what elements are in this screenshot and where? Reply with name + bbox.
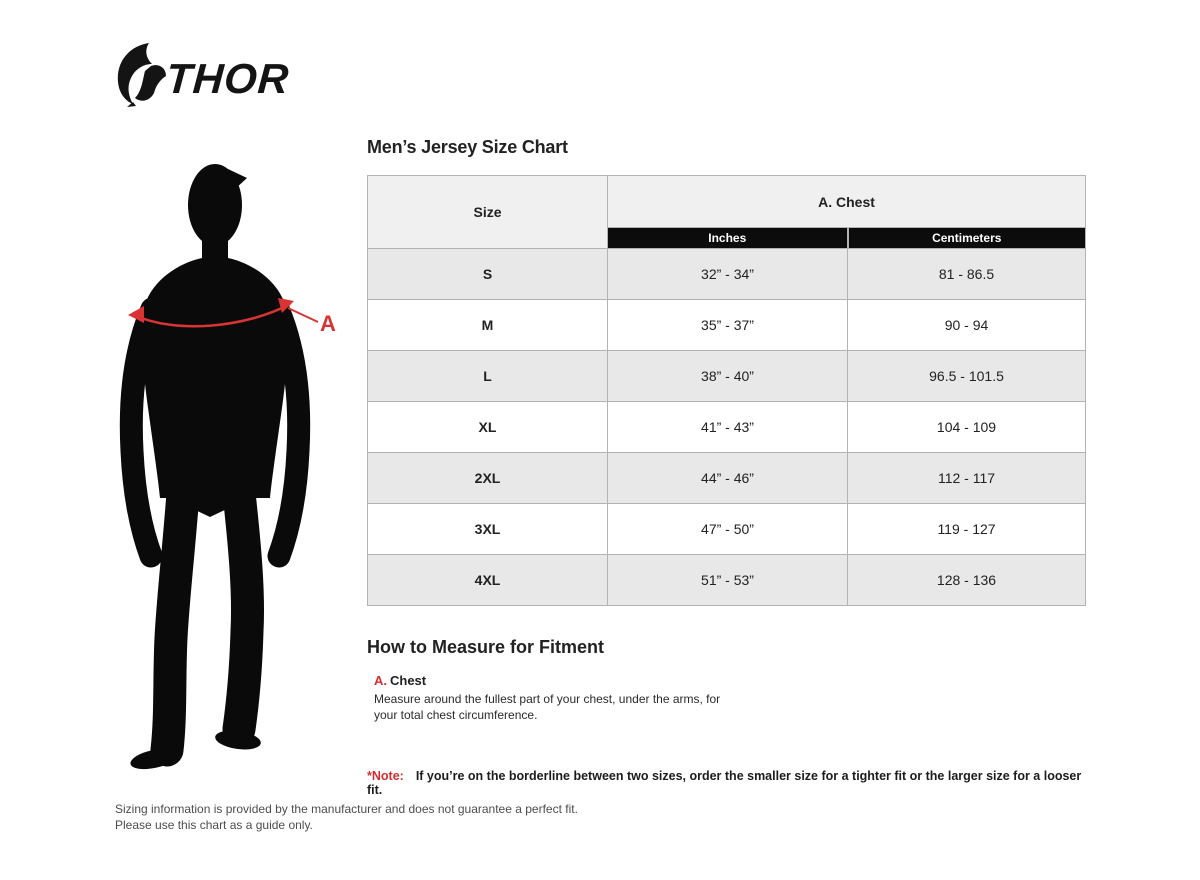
manufacturer-disclaimer	[115, 801, 578, 833]
figure-right-leg	[239, 493, 248, 729]
size-cell: 4XL	[368, 555, 608, 606]
sizing-note	[367, 769, 1087, 797]
cm-cell: 104 - 109	[848, 402, 1086, 453]
inches-cell: 44” - 46”	[608, 453, 848, 504]
size-table-head	[368, 176, 1086, 249]
size-row	[368, 249, 1086, 300]
thor-logo	[113, 40, 313, 108]
chest-group-header: A. Chest	[608, 176, 1086, 228]
figure-left-arm	[131, 309, 152, 556]
measure-item-name: Chest	[390, 673, 427, 688]
thor-logo-icon	[113, 40, 313, 108]
measure-section-title: How to Measure for Fitment	[367, 637, 605, 657]
note-label: *Note:	[367, 769, 404, 783]
cm-cell: 81 - 86.5	[848, 249, 1086, 300]
measurement-figure	[120, 163, 350, 778]
size-row	[368, 402, 1086, 453]
size-table	[367, 175, 1086, 606]
disclaimer-line-2: Please use this chart as a guide only.	[115, 818, 313, 833]
size-row	[368, 351, 1086, 402]
size-row	[368, 453, 1086, 504]
body-silhouette	[120, 163, 350, 778]
cm-cell: 90 - 94	[848, 300, 1086, 351]
size-table-body	[368, 249, 1086, 606]
inches-cell: 32” - 34”	[608, 249, 848, 300]
figure-torso	[142, 258, 288, 498]
inches-cell: 47” - 50”	[608, 504, 848, 555]
measure-item-heading	[374, 673, 744, 688]
inches-cell: 38” - 40”	[608, 351, 848, 402]
measure-item-key: A.	[374, 673, 387, 688]
figure-left-leg	[167, 493, 183, 750]
size-cell: XL	[368, 402, 608, 453]
inches-header: Inches	[608, 228, 848, 249]
inches-cell: 51” - 53”	[608, 555, 848, 606]
size-table-wrap	[367, 175, 1086, 606]
size-row	[368, 300, 1086, 351]
chest-label-a: A	[320, 311, 336, 336]
disclaimer-line-1: Sizing information is provided by the manufacturer and does not guarantee a perfect fit.	[115, 802, 578, 816]
cm-cell: 112 - 117	[848, 453, 1086, 504]
size-cell: L	[368, 351, 608, 402]
size-column-header: Size	[368, 176, 608, 249]
inches-cell: 41” - 43”	[608, 402, 848, 453]
size-cell: 2XL	[368, 453, 608, 504]
cm-cell: 128 - 136	[848, 555, 1086, 606]
size-cell: S	[368, 249, 608, 300]
centimeters-header: Centimeters	[848, 228, 1086, 249]
measure-item-chest	[374, 673, 744, 724]
thor-logo-text: THOR	[164, 55, 291, 102]
figure-right-arm	[278, 309, 299, 556]
note-text: If you’re on the borderline between two sizes, order the smaller size for a tighter fit or the larger size for a looser fit.	[367, 769, 1082, 797]
size-cell: M	[368, 300, 608, 351]
size-chart-title: Men’s Jersey Size Chart	[367, 137, 568, 157]
group-header-row	[368, 176, 1086, 228]
cm-cell: 96.5 - 101.5	[848, 351, 1086, 402]
size-row	[368, 555, 1086, 606]
inches-cell: 35” - 37”	[608, 300, 848, 351]
cm-cell: 119 - 127	[848, 504, 1086, 555]
size-cell: 3XL	[368, 504, 608, 555]
size-row	[368, 504, 1086, 555]
measure-item-description: Measure around the fullest part of your chest, under the arms, for your total chest circumference.	[374, 692, 721, 722]
